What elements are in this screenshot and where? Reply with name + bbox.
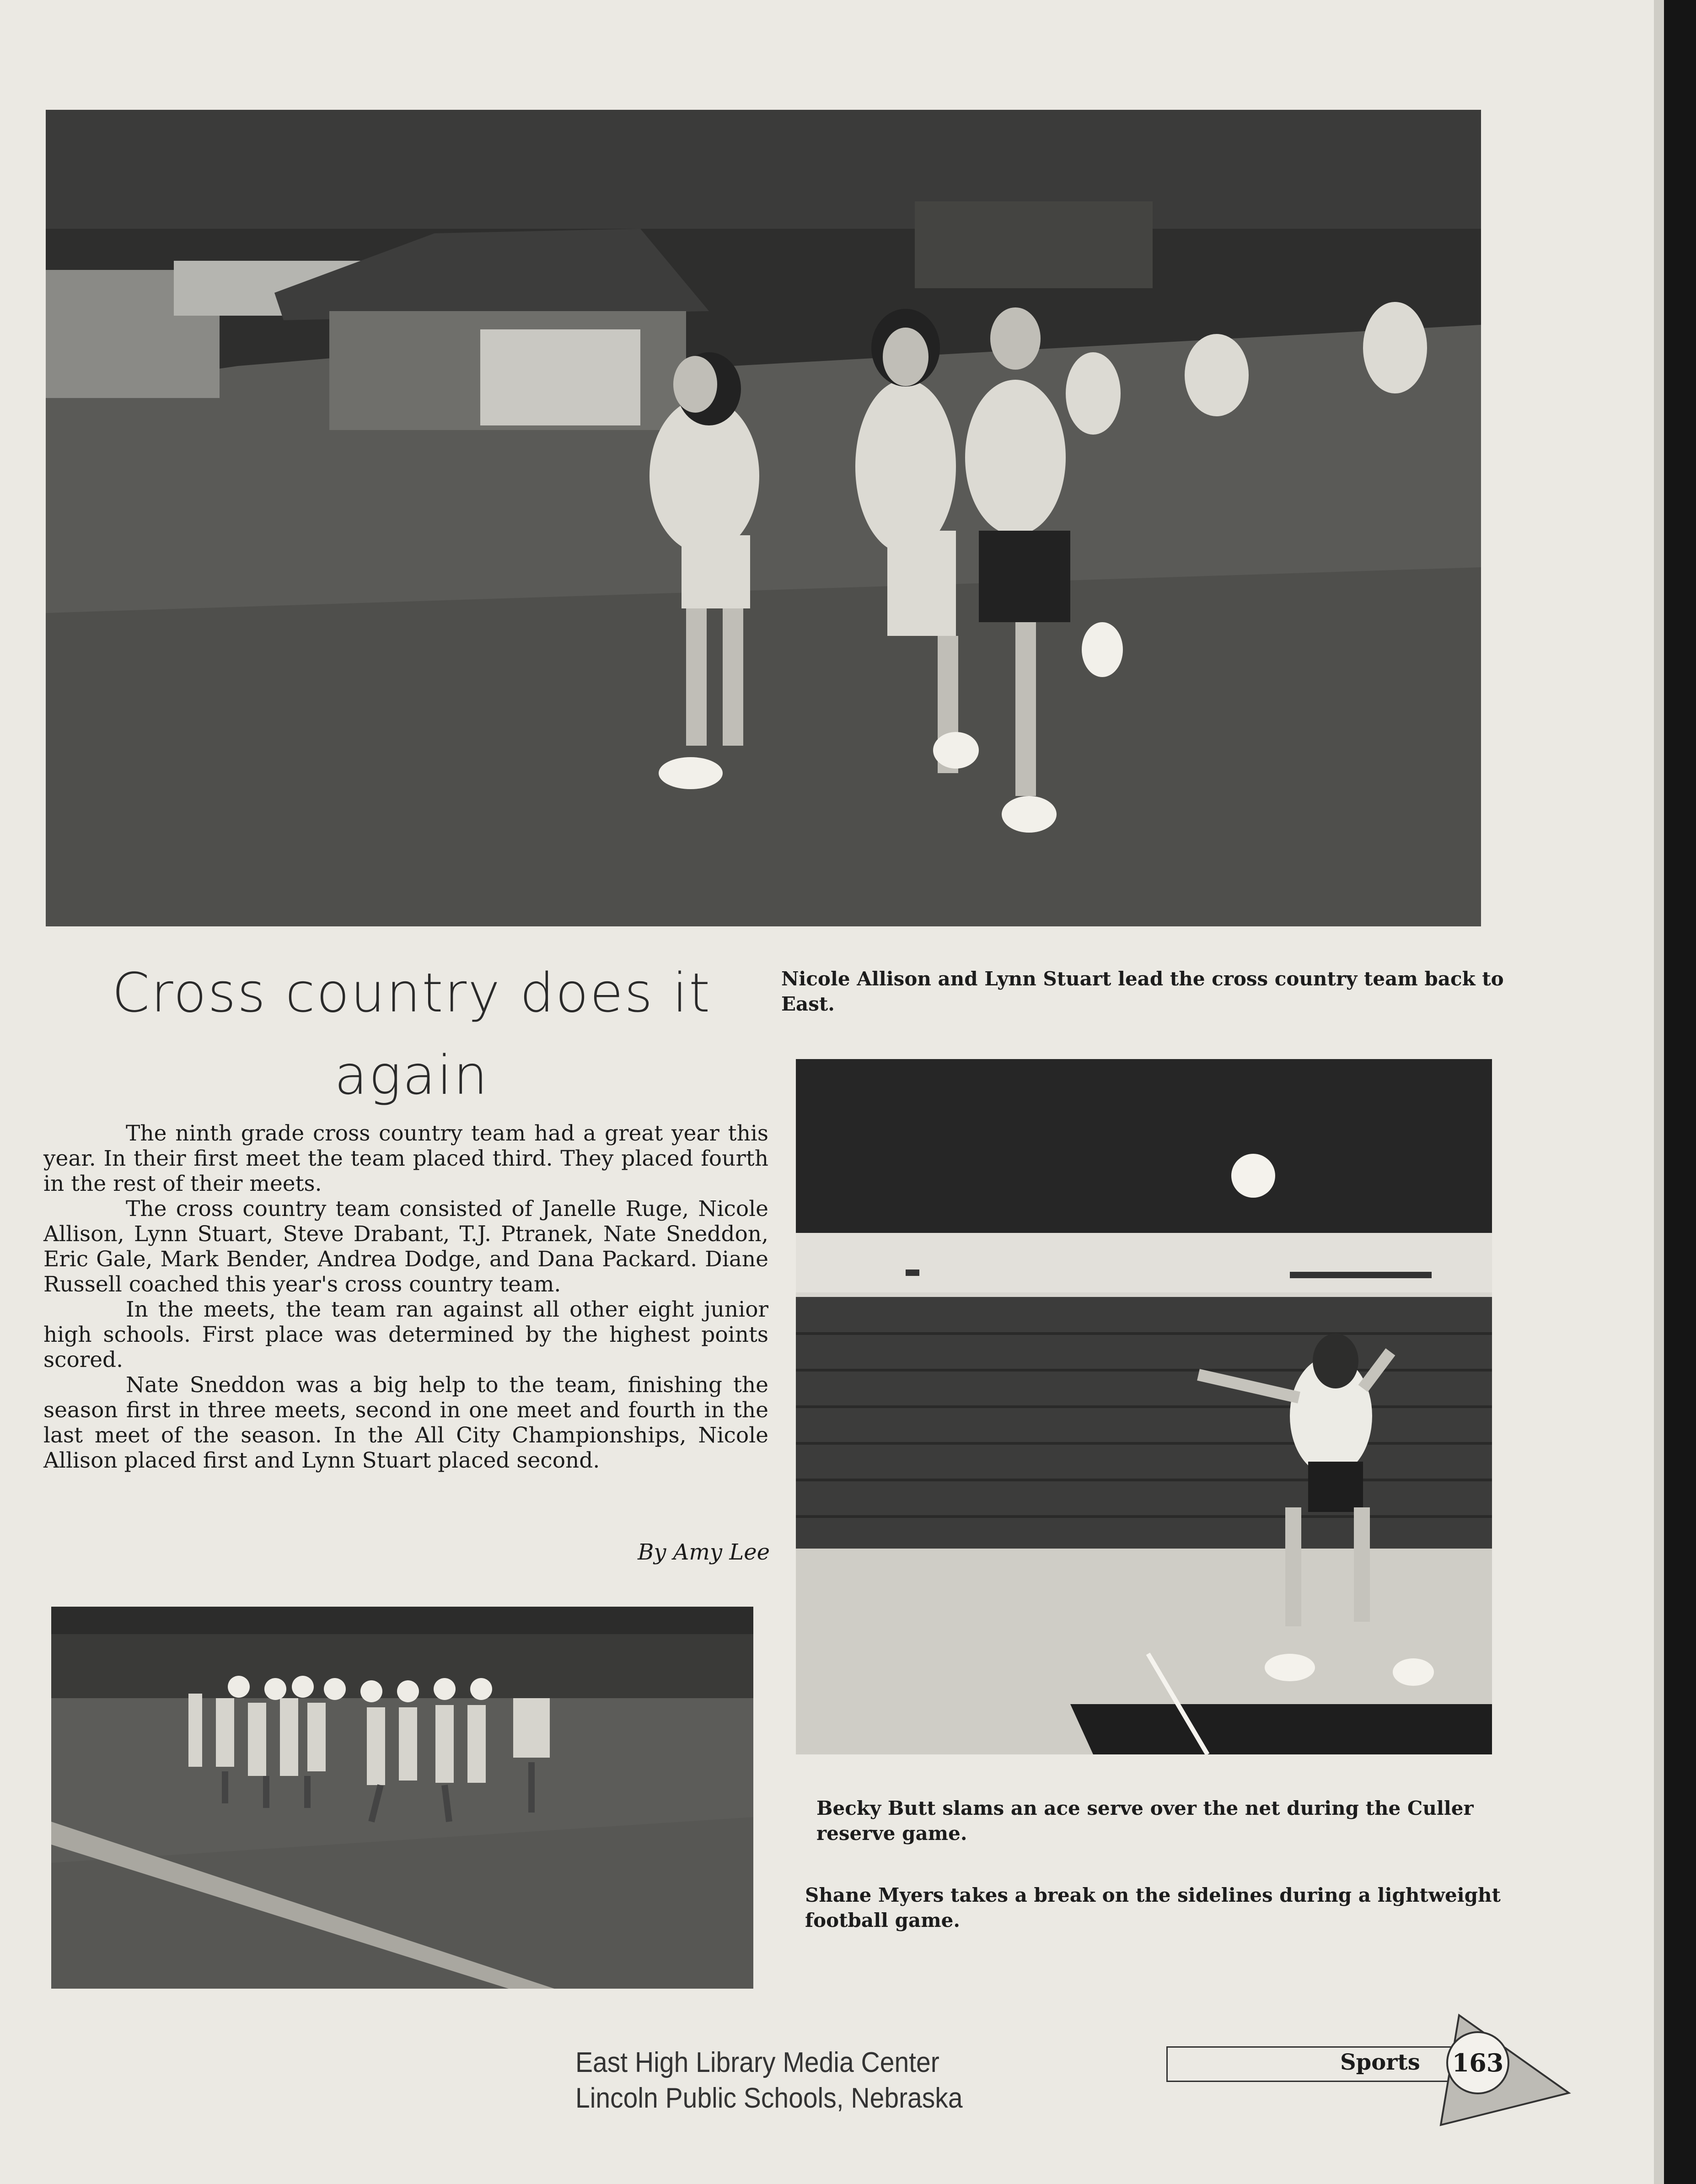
library-stamp [575, 2045, 963, 2116]
section-tab [1166, 2046, 1466, 2082]
volleyball-serve-photo [796, 1059, 1492, 1754]
article-paragraph: The cross country team consisted of Janelle Ruge, Nicole Allison, Lynn Stuart, Steve Drabant, T.J. Ptranek, Nate Sneddon, Eric Gale, Mark Bender, Andrea Dodge, and Dana Packard. Diane Russell coached this year's cross country team. [43, 1196, 768, 1297]
section-label: Sports [1340, 2050, 1420, 2075]
article-paragraph: Nate Sneddon was a big help to the team, finishing the season first in three meets, second in one meet and fourth in the last meet of the season. In the All City Championships, Nicole Allison placed first and Lynn Stuart placed second. [43, 1372, 768, 1473]
library-stamp-line-1: East High Library Media Center [575, 2047, 939, 2078]
football-photo-caption: Shane Myers takes a break on the sidelines during a lightweight football game. [805, 1884, 1501, 1931]
football-sideline-photo [51, 1607, 753, 1989]
article-title: Cross country does it again [112, 961, 712, 1107]
page-number: 163 [1446, 2031, 1509, 2094]
article-body [43, 1121, 768, 1473]
byline: By Amy Lee [638, 1539, 770, 1565]
library-stamp-line-2: Lincoln Public Schools, Nebraska [575, 2082, 963, 2114]
book-binding [1664, 0, 1696, 2184]
cross-country-runners-photo [46, 110, 1481, 926]
volleyball-photo-caption: Becky Butt slams an ace serve over the net during the Culler reserve game. [816, 1797, 1474, 1845]
article-paragraph: In the meets, the team ran against all other eight junior high schools. First place was determined by the highest points scored. [43, 1297, 768, 1372]
page-edge [1654, 0, 1664, 2184]
top-photo-caption: Nicole Allison and Lynn Stuart lead the cross country team back to East. [781, 968, 1504, 1015]
article-paragraph: The ninth grade cross country team had a great year this year. In their first meet the team placed third. They placed fourth in the rest of their meets. [43, 1121, 768, 1196]
